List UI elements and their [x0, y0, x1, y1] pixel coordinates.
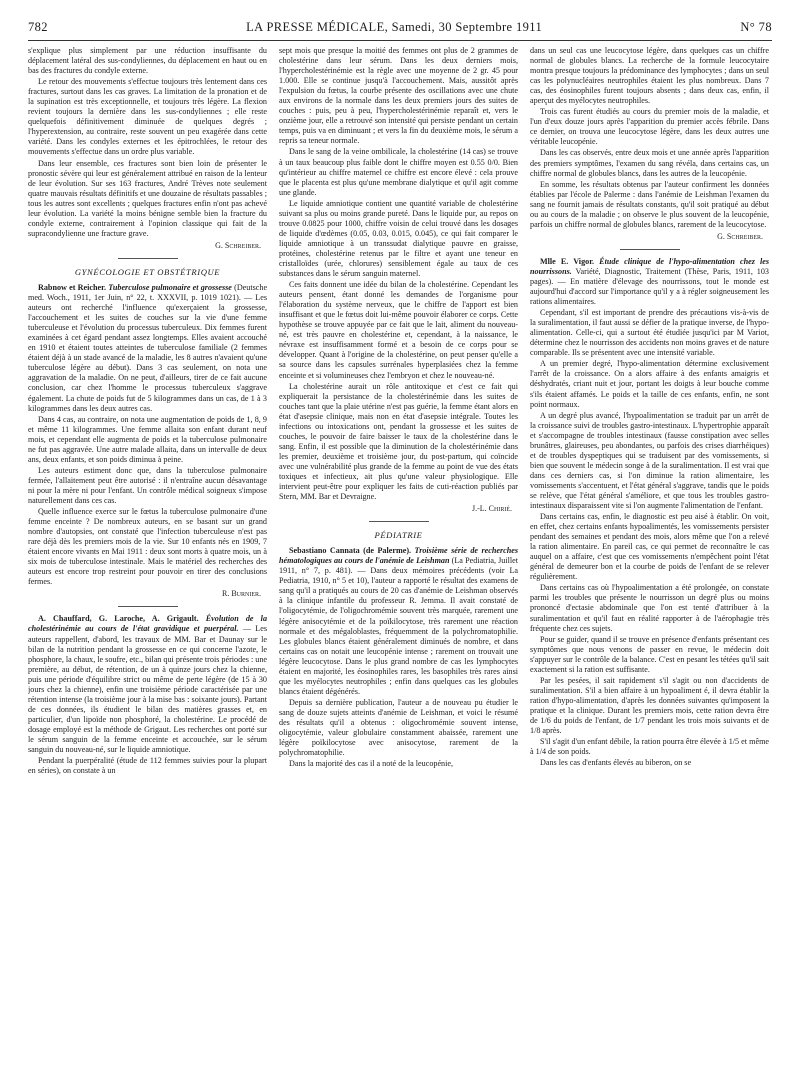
paragraph: Par les pesées, il sait rapidement s'il s'agit ou non d'accidents de suralimentation. S'il a bien affaire à un hypoaliment é, il devra établir la ration d'hypo-alimentation, d'après les données suivantes qu'imposent la pratique et la clinique. Durant les premiers mois, cette ration devra être de 1/6 du poids de l'enfant, de 1/7 pendant les trois mois suivants et de 1/8 après. [530, 675, 769, 736]
column-3 [530, 46, 769, 1076]
column-2 [279, 46, 518, 1076]
author-signature: G. Schreiber. [717, 231, 763, 241]
entry-reference: Variété, Diagnostic, Traitement (Thèse, Paris, 1911, 103 pages). [530, 266, 769, 286]
paragraph: Pour se guider, quand il se trouve en présence d'enfants présentant ces symptômes que nous venons de passer en revue, le médecin doit s'appuyer sur le contrôle de la balance. C'est en pesant les tétées qu'il sait exactement si la ration est suffisante. [530, 634, 769, 674]
header-rule [28, 40, 772, 41]
paragraph: Dans leur ensemble, ces fractures sont bien loin de présenter le pronostic sévère qui leur est généralement attribué en raison de la lenteur de leur évolution. Sur ses 163 fractures, André Trèves note seulement quatre mauvais résultats définitifs et une douzaine de résultats passables ; tous les autres sont excellents ; quelques fractures enfin n'ont pas achevé leur évolution. La variété la moins bénigne semble bien la fracture du condyle externe, contrairement à l'opinion classique qui fait de la supracondylienne une fracture grave. [28, 158, 267, 238]
paragraph: sept mois que presque la moitié des femmes ont plus de 2 grammes de cholestérine dans leur sérum. Dans les deux derniers mois, l'hypercholestérinémie est la règle avec une moyenne de 2 gr. 45 pour 1.000. Elle se continue jusqu'à l'accouchement. Mais, aussitôt après l'expulsion du fœtus, la courbe présente des oscillations avec une chute aux environs de la normale dans les deux premiers jours des suites de couches : puis, peu à peu, l'hypercholestérinémie reparaît et, vers le onzième jour, elle a retrouvé son intensité qui persiste pendant un certain temps, puis va en diminuant ; et vers la fin du deuxième mois, le sérum a repris sa teneur normale. [279, 46, 518, 146]
paragraph: Pendant la puerpéralité (étude de 112 femmes suivies pour la plupart en séries), on constate à un [28, 756, 267, 776]
entry-text: — Les auteurs ont recherché l'influence qu'exerçaient la grossesse, l'accouchement et les suites de couches sur la vie d'une femme tuberculeuse et l'évolution du processus tuberculeux. Dix femmes furent examinées à cet égard pendant assez longtemps. Elles avaient accouché en 1910 et étaient toutes atteintes de tuberculose familiale (2 femmes étaient déjà à un stade avancé de la maladie, les 8 autres n'avaient qu'une tuberculose légère au début). Dans 3 cas seulement, on nota une aggravation de la maladie. On ne peut, d'ailleurs, tirer de ce fait aucune conclusion, car chez l'homme le processus tuberculeux s'aggrave également. La chute de poids fut de 5 kilogrammes dans un cas, de 1 à 3 kilogrammes dans les deux autres cas. [28, 293, 267, 413]
paragraph: Le retour des mouvements s'effectue toujours très lentement dans ces fractures, surtout dans les cas graves. La limitation de la pronation et de la supination est très exceptionnelle, et toujours très légère. La flexion revient toujours la dernière dans les sus-condyliennes ; elle reste quelquefois définitivement diminuée de quelques degrés ; l'hyperextension, au contraire, reste souvent un peu exagérée dans cette variété. Dans les condyles externes et les épitrochlées, le retour des mouvements s'effectue dans un ordre plus variable. [28, 77, 267, 157]
page-number: 782 [28, 20, 48, 34]
divider [118, 258, 178, 259]
paragraph: Dans la majorité des cas il a noté de la leucopénie, [289, 759, 454, 769]
paragraph: La cholestérine aurait un rôle antitoxique et c'est ce fait qui expliquerait la persistance de la cholestérinémie dans les suites de couches tant que la plaie utérine n'est pas guérie, la femme étant alors en état d'asepsie clinique, mais non en état d'asepsie intégrale. Toutes les infections ou intoxications ont, pendant la grossesse et les suites de couches, le pouvoir de faire baisser le taux de la cholestérine dans le sang. Enfin, il est possible que la diminution de la cholestérinémie dans les premier, deuxième et troisième jour, du post-partum, qui coïncide avec une vulnérabilité plus grande de la femme au point de vue des états toxiques et infectieux, ait plus qu'une valeur physiologique. Elle intervient peut-être pour expliquer les faits de cuti-réaction publiés par Stern, MM. Bar et Devraigne. [279, 381, 518, 502]
column-1 [28, 46, 267, 1076]
entry-title: Tuberculose pulmonaire et grossesse [108, 282, 232, 292]
issue-number: N° 78 [740, 20, 772, 34]
entry-text: — Les auteurs rappellent, d'abord, les travaux de MM. Bar et Daunay sur le bilan de la nutrition pendant la grossesse en ce qui concerne l'azote, le phosphore, la chaux, le soufre, etc., bilan qui présente trois périodes : une première, au début, de rétention, de un à quinze jours chez la chienne, puis une période d'équilibre strict ou même de perte légère (de 15 à 30 jours chez la chienne), enfin une troisième période caractérisée par une rétention intense (la troisième jour à la mise bas : soixante jours). Partant de ces données, ils étudient le bilan des matières grasses et, en particulier, d'un lipoïde non phosphoré, la cholestérine. Le procédé de dosage employé est la méthode de Grigaut. Les recherches ont porté sur le sérum sanguin de la femme enceinte et accouchée, sur le sérum sanguin du nouveau-né, sur le liquide amniotique. [28, 624, 267, 755]
review-entry [28, 614, 267, 755]
paragraph: Dans 4 cas, au contraire, on nota une augmentation de poids de 1, 8, 9 et même 11 kilogrammes. Une femme allaita son enfant durant neuf mois, et cependant elle augmenta de poids et la tuberculose pulmonaire ne fut pas aggravée. Une autre malade allaita, dans un intervalle de deux ans, deux enfants, et son poids diminua à peine. [28, 414, 267, 464]
page-header [28, 20, 772, 38]
divider [369, 521, 429, 522]
paragraph: A un premier degré, l'hypo-alimentation détermine exclusivement l'arrêt de la croissance. On a alors affaire à des enfants amaigris et déshydratés, criant nuit et jour, portant les doigts à leur bouche comme s'ils étaient affamés. Le poids et la taille de ces enfants, enfin, ne sont point normaux. [530, 359, 769, 409]
review-entry [279, 546, 518, 697]
paragraph: En somme, les résultats obtenus par l'auteur confirment les données établies par l'école de Palerme : dans l'anémie de Leishman l'examen du sang ne fournit jamais de résultats constants, qu'il soit pratiqué au début ou au cours de la maladie ; on observe le plus souvent de la leucopénie, parfois un chiffre normal de globules blancs, rarement de la leucocytose. [530, 179, 769, 229]
entry-authors: Sebastiano Cannata (de Palerme). [289, 546, 412, 556]
paragraph: Trois cas furent étudiés au cours du premier mois de la maladie, et l'un d'eux douze jours après l'apparition du premier accès fébrile. Dans ce dernier, on trouva une leucocytose légère, dans les deux autres une véritable leucopénie. [530, 107, 769, 147]
paragraph: Les auteurs estiment donc que, dans la tuberculose pulmonaire fermée, l'allaitement peut être autorisé : il n'entraîne aucun désavantage ni pour la mère ni pour l'enfant. Un contrôle médical soigneux s'impose naturellement dans ces cas. [28, 465, 267, 505]
paragraph: dans un seul cas une leucocytose légère, dans quelques cas un chiffre normal de globules blancs. La recherche de la formule leucocytaire montra presque toujours la prédominance des lymphocytes ; dans un seul cas les polynucléaires neutrophiles étaient les plus nombreux. Dans 7 cas, des éosinophiles furent toujours absents ; dans deux cas, enfin, il aperçut des myélocytes neutrophiles. [530, 46, 769, 106]
entry-title: Évolution de la cholestérinémie au cours de l'état gravidique et puerpéral. [28, 614, 267, 634]
paragraph: Dans les cas observés, entre deux mois et une année après l'apparition des premiers symptômes, l'examen du sang révéla, dans certains cas, un chiffre normal de globules blancs, dans les autres de la leucopénie. [530, 148, 769, 178]
section-heading: PÉDIATRIE [374, 530, 423, 541]
author-signature: R. Burnier. [221, 589, 261, 599]
author-signature: G. Schreiber. [215, 240, 261, 250]
paragraph: Quelle influence exerce sur le fœtus la tuberculose pulmonaire d'une femme enceinte ? De nombreux auteurs, en se basant sur un grand nombre d'autopsies, ont constaté que l'infection tuberculeuse n'est pas rare déjà dès les premiers mois de la vie. Sur 10 enfants nés en 1909, 7 étaient encore vivants en Mai 1911 : deux sont morts à quatre mois, un à six mois de tuberculose intestinale. Mais le matériel des recherches des auteurs est encore trop restreint pour pouvoir en tirer des conclusions fermes. [28, 507, 267, 587]
divider [118, 606, 178, 607]
entry-authors: A. Chauffard, G. Laroche, A. Grigault. [38, 614, 199, 624]
paragraph: Cependant, s'il est important de prendre des précautions vis-à-vis de la suralimentation, il faut aussi se défier de la pratique inverse, de l'hypo-alimentation. Celle-ci, qui a surtout été étudiée jusqu'ici par M Variot, détermine chez le nourrisson des accidents non moins graves et de nature comparable. Ils se présentent avec une intensité variable. [530, 308, 769, 358]
entry-reference: (Deutsche med. Woch., 1911, 1er Juin, n° 22, t. XXXVII, p. 1019 1021). [28, 282, 267, 303]
section-heading: GYNÉCOLOGIE ET OBSTÉTRIQUE [74, 266, 221, 277]
review-entry [28, 283, 267, 414]
entry-reference: (La Pediatria, Juillet 1911, n° 7, p. 481). [279, 556, 518, 576]
paragraph: Dans certains cas où l'hypoalimentation a été prolongée, on constate parmi les troubles que présente le nourrisson un degré plus ou moins prononcé d'ectasie abdominale que l'on est tenté d'attribuer à la suralimentation et qu'il faut en réalité rapporter à de l'aérophagie très fréquente chez ces sujets. [530, 583, 769, 633]
review-entry [530, 257, 769, 307]
entry-authors: Mlle E. Vigor. [540, 256, 595, 266]
text-columns [28, 46, 770, 1076]
author-signature: J.-L. Chirié. [472, 504, 512, 514]
entry-title: Étude clinique de l'hypo-alimentation chez les nourrissons. [530, 256, 769, 276]
paragraph: Dans le sang de la veine ombilicale, la cholestérine (14 cas) se trouve à un taux beaucoup plus faible dont le chiffre moyen est 0.55 0/0. Bien qu'intérieur au chiffre maternel ce chiffre est encore élevé : cela prouve que le placenta est plus qu'une membrane dialytique et qu'il agit comme une glande. [279, 147, 518, 197]
paragraph: S'il s'agit d'un enfant débile, la ration pourra être élevée à 1/5 et même à 1/4 de son poids. [530, 737, 769, 757]
page-title: LA PRESSE MÉDICALE, Samedi, 30 Septembre 1911 [246, 20, 543, 34]
entry-authors: Rabnow et Reicher. [38, 282, 106, 292]
entry-text: — Dans deux mémoires précédents (voir La Pediatria, 1910, n° 5 et 10), l'auteur a rapporté le résultat des examens de sang qu'il a pratiqués au cours de 20 cas d'anémie de Leishman observés à la clinique infantile du professeur R. Jemma. Il avait constaté de l'oligocytémie, de l'oligochromémie souvent très marquée, rarement une légère anisocytémie et de la poïkilocytose, très rarement une réaction normale et des mégaloblastes, fréquemment de la polychromatophilie. Les globules blancs étaient généralement diminués de nombre, et dans certains cas on notait une leucopénie intense ; rarement on trouvait une légère leucocytose. Dans le plus grand nombre de cas les lymphocytes étaient en majorité, les éosinophiles rares, les basophiles très rares ainsi que les myélocytes neutrophiles ; enfin dans quelques cas les globules blancs étaient dégénérés. [279, 566, 518, 696]
paragraph: Depuis sa dernière publication, l'auteur a de nouveau pu étudier le sang de douze sujets atteints d'anémie de Leishman, et voici le résumé des résultats qu'il a obtenus : oligochromémie souvent intense, oligocytémie, valeur globulaire constamment abaissée, rarement une légère poïkilocytose avec anisocytose, rarement de la polychromatophilie. [279, 697, 518, 758]
paragraph: Ces faits donnent une idée du bilan de la cholestérine. Cependant les auteurs pensent, étant donné les demandes de l'organisme pour l'élaboration du système nerveux, que le chiffre de l'apport est bien insuffisant et que le fœtus doit lui-même pouvoir élaborer ce corps. Cette hypothèse se trouve appuyée par ce fait que le lait, aliment du nouveau-né, est très pauvre en cholestérine et, cependant, à la naissance, le névraxe est insuffisamment formé et a besoin de ce corps pour se développer. Quant à l'origine de la cholestérine, on peut penser qu'elle a sa source dans les capsules surrénales hyperplasiées chez la femme enceinte et si volumineuses chez l'embryon et chez le nouveau-né. [279, 280, 518, 380]
paragraph: s'explique plus simplement par une réduction insuffisante du déplacement latéral des sus-condyliennes, du déplacement en haut ou en bas des fractures du condyle externe. [28, 46, 267, 76]
paragraph: Dans certains cas, enfin, le diagnostic est peu aisé à établir. On voit, en effet, chez certains enfants hypoalimentés, les vomissements persister pendant des semaines et pendant des mois, alors même que l'on a relevé la ration alimentaire. En pareil cas, ce qui permet de reconnaître le cas auquel on a affaire, c'est que ces vomissements n'empêchent point l'état général de demeurer bon et la courbe de poids de l'enfant de se relever régulièrement. [530, 512, 769, 582]
entry-text: — En matière d'élevage des nourrissons, tout le monde est aujourd'hui d'accord sur l'importance qu'il y a à régler soigneusement les rations alimentaires. [530, 276, 769, 307]
paragraph: Le liquide amniotique contient une quantité variable de cholestérine suivant sa plus ou moins grande pureté. Dans le liquide pur, au repos on trouve 0.0825 pour 1000, chiffre voisin de celui trouvé dans les dosages de liquide d'œdèmes (0.05, 0.03, 0.015, 0.045), ce qui fait comparer le liquide amniotique à un transsudat dialytique pauvre en graisse, protéines, cholestérine retenus par le filtre et ayant une teneur en cristalloïdes (urée, chlorures) sensiblement égale au taux de ces substances dans le sérum sanguin maternel. [279, 198, 518, 279]
entry-title: Troisième série de recherches hématologiques au cours de l'anémie de Leishman [279, 546, 518, 566]
paragraph: Dans les cas d'enfants élevés au biberon, on se [540, 758, 692, 768]
paragraph: A un degré plus avancé, l'hypoalimentation se traduit par un arrêt de la croissance suivi de troubles gastro-intestinaux. L'hypertrophie apparaît et s'accompagne de troubles intestinaux (fausse constipation avec selles brunâtres, glaireuses, peu abondantes, ou parfois des crises diarrhéiques) et de troubles dyspeptiques qui se traduisent par des vomissements, si bien que souvent le médecin songe à de la suralimentation. Il est vrai que dans ces derniers cas, si l'on diminue la ration alimentaire, les vomissements s'accentuent, et l'état général s'aggrave, tandis que le poids se relève, que l'état général s'améliore, et que tous les troubles gastro-intestinaux disparaissent vite si l'on augmente l'alimentation de l'enfant. [530, 410, 769, 511]
divider [620, 249, 680, 250]
